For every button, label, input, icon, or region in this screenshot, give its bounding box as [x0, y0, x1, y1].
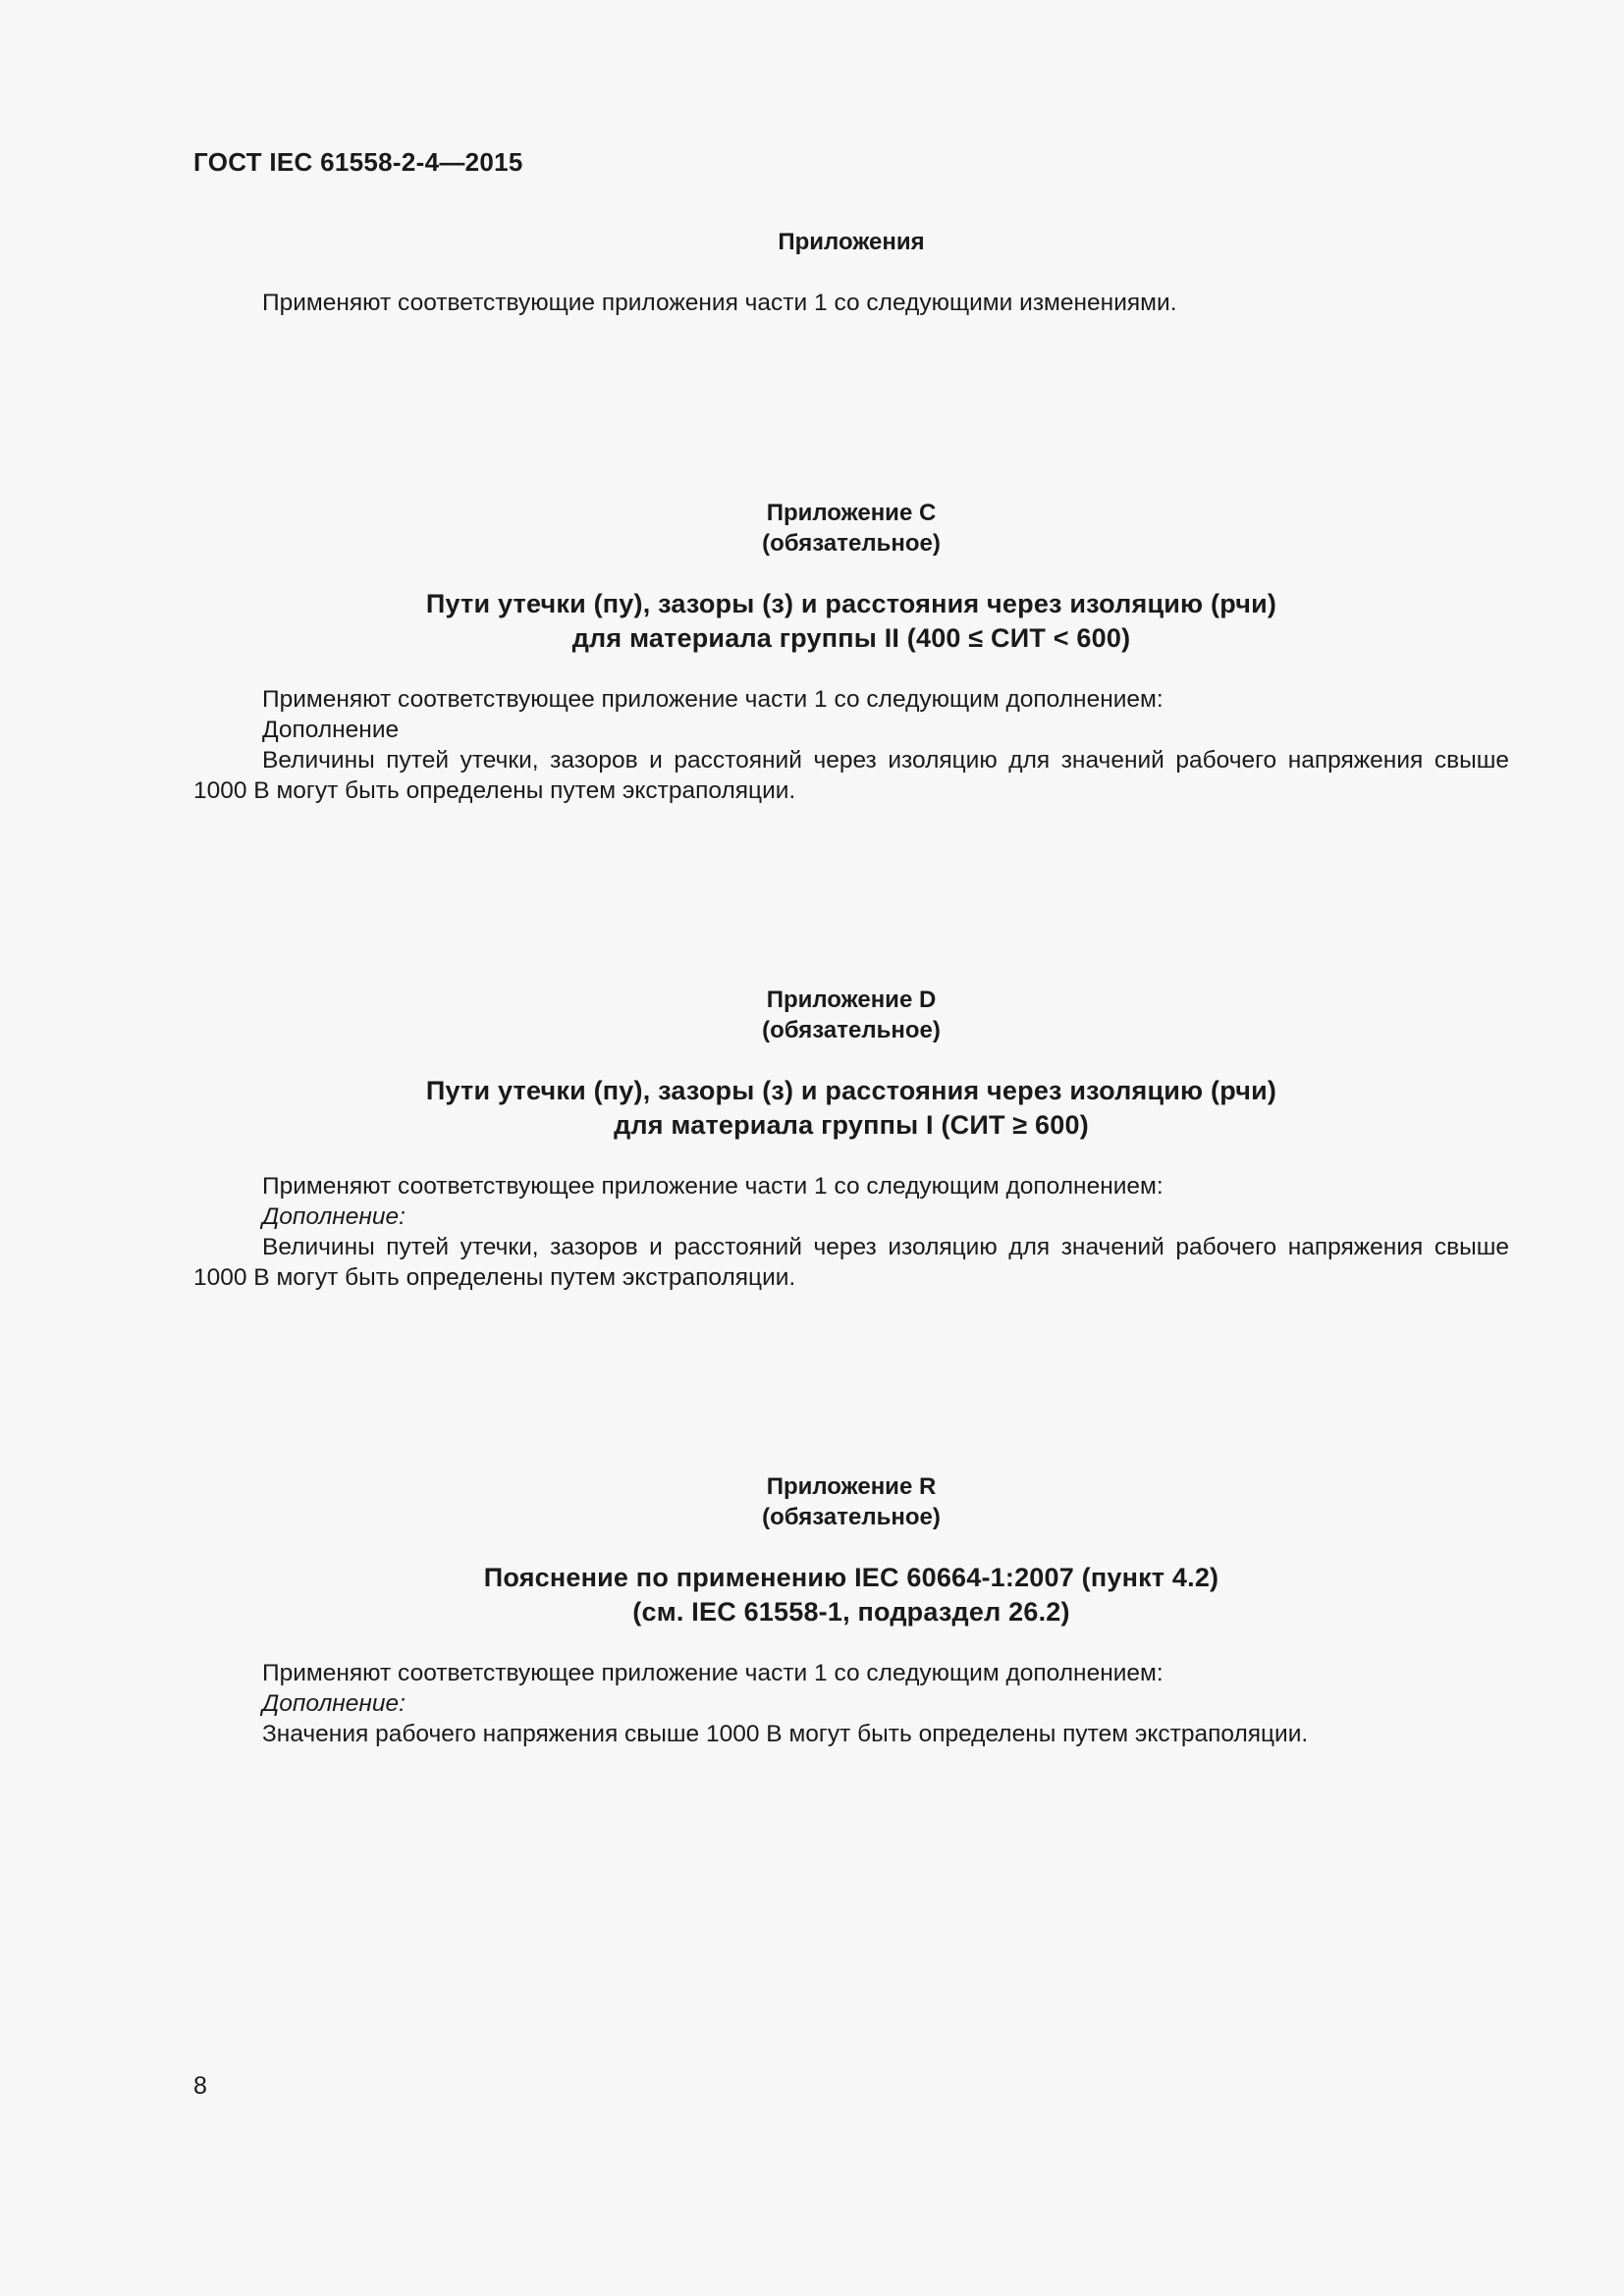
appendix-d-title — [193, 1074, 1509, 1143]
appendix-d-label: Приложение D — [766, 987, 937, 1013]
appendix-r-addition-label: Дополнение: — [262, 1690, 406, 1717]
appendix-r-body — [193, 1658, 1509, 1749]
appendix-d-title-line1: Пути утечки (пу), зазоры (з) и расстояния через изоляцию (рчи) — [425, 1076, 1277, 1105]
appendices-heading: Приложения — [778, 229, 925, 255]
document-code-header: ГОСТ IEC 61558-2-4—2015 — [193, 147, 523, 177]
appendix-d-status: (обязательное) — [762, 1017, 941, 1043]
appendix-c-title — [193, 587, 1509, 656]
appendix-r-title-line1: Пояснение по применению IEC 60664-1:2007 (пункт 4.2) — [483, 1563, 1219, 1592]
appendix-c-applies-text: Применяют соответствующее приложение части 1 со следующим дополнением: — [262, 686, 1164, 713]
appendix-r-label: Приложение R — [766, 1473, 937, 1500]
appendix-d-body — [193, 1171, 1509, 1293]
appendix-c-title-line2: для материала группы II (400 ≤ СИТ < 600) — [571, 623, 1131, 653]
appendix-r-applies-text: Применяют соответствующее приложение части 1 со следующим дополнением: — [262, 1660, 1164, 1686]
appendix-r-header — [193, 1471, 1509, 1532]
appendices-intro-text: Применяют соответствующие приложения части 1 со следующими изменениями. — [262, 290, 1177, 316]
appendix-r-title-line2: (см. IEC 61558-1, подраздел 26.2) — [632, 1597, 1070, 1627]
appendix-c-label: Приложение С — [766, 500, 937, 526]
appendix-r-status: (обязательное) — [762, 1504, 941, 1530]
appendix-c-addition-text: Величины путей утечки, зазоров и расстояний через изоляцию для значений рабочего напряжения свыше 1000 В могут быть определены путем экстраполяции. — [193, 747, 1509, 804]
appendix-c-status: (обязательное) — [762, 530, 941, 557]
page-number: 8 — [193, 2072, 207, 2100]
appendix-d-addition-text: Величины путей утечки, зазоров и расстояний через изоляцию для значений рабочего напряжения свыше 1000 В могут быть определены путем экстраполяции. — [193, 1234, 1509, 1291]
appendix-r-addition-text: Значения рабочего напряжения свыше 1000 В могут быть определены путем экстраполяции. — [262, 1721, 1309, 1747]
appendix-c-title-line1: Пути утечки (пу), зазоры (з) и расстояния через изоляцию (рчи) — [425, 589, 1277, 618]
appendix-c-body — [193, 684, 1509, 806]
appendices-intro-paragraph — [193, 288, 1509, 318]
appendix-r-title — [193, 1561, 1509, 1629]
appendix-d-applies-text: Применяют соответствующее приложение части 1 со следующим дополнением: — [262, 1173, 1164, 1200]
appendix-c-header — [193, 498, 1509, 559]
appendix-d-addition-label: Дополнение: — [262, 1203, 406, 1230]
appendix-c-addition-label: Дополнение — [262, 717, 400, 743]
appendix-d-title-line2: для материала группы I (СИТ ≥ 600) — [614, 1110, 1089, 1140]
appendix-d-header — [193, 985, 1509, 1045]
